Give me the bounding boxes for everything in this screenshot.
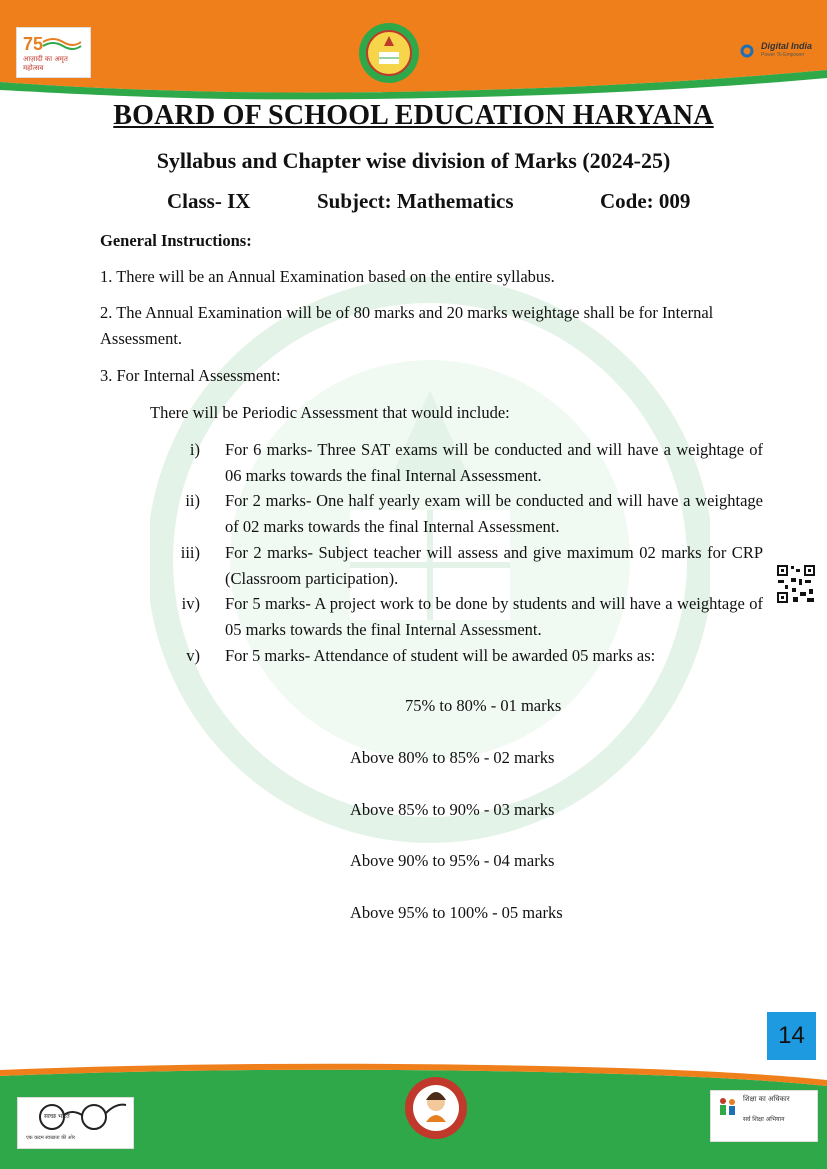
general-instructions-heading: General Instructions: xyxy=(100,231,252,250)
list-item-text: For 6 marks- Three SAT exams will be conducted and will have a weightage of 06 marks towards the final Internal Assessment. xyxy=(225,440,763,485)
list-item-num: iv) xyxy=(181,594,200,613)
list-item-text: For 2 marks- One half yearly exam will be conducted and will have a weightage of 02 marks towards the final Internal Assessment. xyxy=(225,491,763,536)
digital-india-tagline: Power To Empower xyxy=(761,52,805,58)
digital-india-logo xyxy=(735,38,815,68)
list-item-num: i) xyxy=(189,440,200,459)
attendance-band-4: Above 90% to 95% - 04 marks xyxy=(350,851,555,870)
list-item-num: iii) xyxy=(180,543,200,562)
left-logo-text: आज़ादी का अमृत महोत्सव xyxy=(23,55,68,72)
page-subtitle: Syllabus and Chapter wise division of Marks (2024-25) xyxy=(156,148,671,173)
attendance-band-3: Above 85% to 90% - 03 marks xyxy=(350,800,555,819)
attendance-band-5: Above 95% to 100% - 05 marks xyxy=(350,903,563,922)
attendance-band-1: 75% to 80% - 01 marks xyxy=(405,696,562,715)
list-item-text: For 5 marks- A project work to be done by students and will have a weightage of 05 marks towards the final Internal Assessment. xyxy=(225,594,763,639)
class-label: Class- IX xyxy=(167,189,251,213)
list-item-text: For 5 marks- Attendance of student will be awarded 05 marks as: xyxy=(225,646,656,665)
right-to-education-text: शिक्षा का अधिकार xyxy=(743,1095,790,1103)
page-title: BOARD OF SCHOOL EDUCATION HARYANA xyxy=(113,100,714,131)
children-icon xyxy=(715,1095,739,1119)
digital-india-text: Digital India xyxy=(761,41,813,51)
instruction-2: 2. The Annual Examination will be of 80 marks and 20 marks weightage shall be for Internal Assessment. xyxy=(100,303,714,348)
svg-text:75: 75 xyxy=(23,34,44,54)
list-item-text: For 2 marks- Subject teacher will assess and give maximum 02 marks for CRP (Classroom participation). xyxy=(225,543,763,588)
digital-india-icon xyxy=(735,38,759,64)
right-to-education-tagline: सर्व शिक्षा अभियान xyxy=(743,1116,785,1123)
instruction-3: 3. For Internal Assessment: xyxy=(100,366,281,385)
spectacles-icon xyxy=(24,1101,128,1131)
beti-bachao-beti-padhao-logo xyxy=(404,1070,468,1146)
swachh-bharat-logo xyxy=(17,1097,134,1149)
qr-code[interactable] xyxy=(776,564,816,604)
page-number: 14 xyxy=(767,1012,816,1060)
azadi-ka-amrit-mahotsav-logo xyxy=(16,27,91,78)
right-to-education-logo xyxy=(710,1090,818,1142)
haryana-board-emblem xyxy=(358,22,420,84)
subject-label: Subject: Mathematics xyxy=(317,189,514,213)
list-item-num: ii) xyxy=(185,491,200,510)
periodic-assessment-intro: There will be Periodic Assessment that would include: xyxy=(150,403,510,422)
list-item-num: v) xyxy=(186,646,200,665)
instruction-1: 1. There will be an Annual Examination based on the entire syllabus. xyxy=(100,267,555,286)
attendance-band-2: Above 80% to 85% - 02 marks xyxy=(350,748,555,767)
swachh-bharat-tagline: एक कदम स्वच्छता की ओर xyxy=(26,1135,75,1141)
code-label: Code: 009 xyxy=(600,189,691,213)
swachh-bharat-text: स्वच्छ भारत xyxy=(44,1113,70,1120)
